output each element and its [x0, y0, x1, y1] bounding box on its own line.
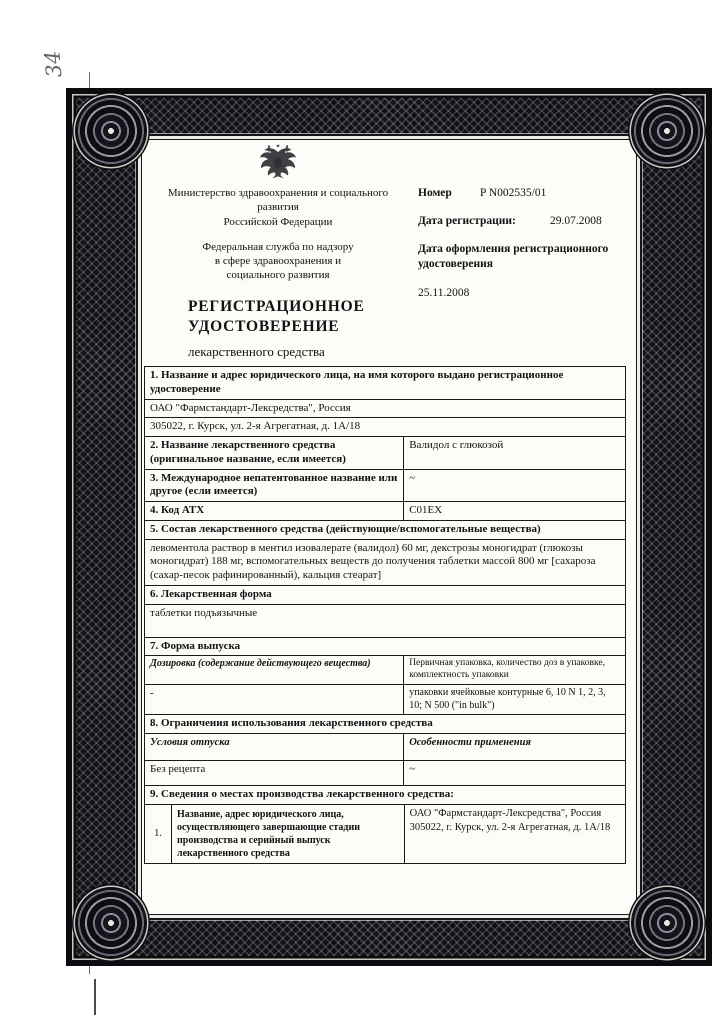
- table-row: [145, 655, 625, 684]
- row8-dispensing-value: Без рецепта: [145, 761, 404, 785]
- certificate-content: [142, 140, 636, 914]
- table-row: [145, 501, 625, 520]
- row9-manufacturer-label-cell: [145, 805, 405, 863]
- row8-usage-label: Особенности применения: [409, 736, 531, 748]
- registration-date-value: 29.07.2008: [550, 214, 602, 227]
- row8-header: 8. Ограничения использования лекарственного средства: [150, 717, 433, 729]
- table-row: [145, 367, 625, 399]
- document-title-line: РЕГИСТРАЦИОННОЕ: [188, 297, 365, 315]
- row4-header: 4. Код АТХ: [145, 502, 404, 520]
- row9-item-label: Название, адрес юридического лица, осуществляющего завершающие стадии производства и серийный выпуск лекарственного средства: [177, 808, 360, 859]
- row1-header: 1. Название и адрес юридического лица, на имя которого выдано регистрационное удостоверение: [150, 369, 564, 395]
- row6-value: таблетки подъязычные: [150, 606, 258, 619]
- row5-header: 5. Состав лекарственного средства (действующие/вспомогательные вещества): [150, 522, 541, 535]
- row5-value: левоментола раствор в ментил изовалерате (валидол) 60 мг, декстрозы моногидрат (глюкозы моногидрат) 188 мг, вспомогательных веществ до получения таблетки массой 800 мг [сахароза (сахар-песок рафинированный), кальция стеарат]: [150, 541, 596, 581]
- decorative-border-frame: [66, 88, 712, 966]
- number-value: P N002535/01: [480, 187, 547, 199]
- row8-dispensing-label: Условия отпуска: [145, 734, 404, 760]
- document-title: [144, 297, 412, 337]
- row3-value: ~: [409, 471, 416, 484]
- issue-date-label-line: Дата оформления регистрационного: [418, 242, 609, 255]
- number-field: [418, 186, 630, 201]
- corner-medallion-icon: [633, 889, 701, 957]
- federal-service-line: социального развития: [226, 269, 330, 282]
- federal-service-line: в сфере здравоохранения и: [214, 255, 342, 268]
- registration-table: [144, 366, 626, 864]
- document-title-line: УДОСТОВЕРЕНИЕ: [188, 317, 340, 335]
- table-row: [145, 804, 625, 863]
- table-row: [145, 585, 625, 604]
- issue-date-label-line: удостоверения: [418, 257, 493, 270]
- table-row: [145, 539, 625, 585]
- ministry-name-line: Российской Федерации: [223, 215, 333, 228]
- handwritten-page-number: 34: [40, 49, 67, 79]
- row7-dosage-label: Дозировка (содержание действующего вещества): [145, 656, 404, 684]
- row7-packaging-label: Первичная упаковка, количество доз в упаковке, комплектность упаковки: [409, 658, 605, 681]
- issue-date-value: 25.11.2008: [418, 286, 470, 299]
- table-row: [145, 436, 625, 469]
- row6-header: 6. Лекарственная форма: [150, 587, 272, 600]
- table-row: [145, 637, 625, 656]
- row9-item-number: 1.: [145, 805, 172, 863]
- table-row: [145, 760, 625, 785]
- table-row: [145, 417, 625, 436]
- row7-packaging-value: упаковки ячейковые контурные 6, 10 N 1, 2, 3, 10; N 500 ("in bulk"): [409, 687, 606, 711]
- table-row: [145, 469, 625, 502]
- row2-header: 2. Название лекарственного средства (оригинальное название, если имеется): [145, 437, 404, 469]
- document-title-subline: лекарственного средства: [188, 344, 325, 360]
- coat-of-arms-icon: [258, 144, 298, 180]
- row3-header: 3. Международное непатентованное название или другое (если имеется): [145, 470, 404, 502]
- table-row: [145, 684, 625, 714]
- corner-medallion-icon: [77, 889, 145, 957]
- row1-value-line: 305022, г. Курск, ул. 2-я Агрегатная, д. 1А/18: [150, 420, 361, 433]
- ministry-name-line: развития: [257, 201, 299, 214]
- row9-manufacturer-value: ОАО "Фармстандарт-Лексредства", Россия 305022, г. Курск, ул. 2-я Агрегатная, д. 1А/18: [409, 807, 611, 833]
- federal-service-line: Федеральная служба по надзору: [202, 240, 354, 253]
- federal-service-block: [144, 240, 412, 283]
- table-row: [145, 604, 625, 637]
- header-right-column: [418, 186, 630, 301]
- corner-medallion-icon: [77, 97, 145, 165]
- header-left-column: [144, 142, 412, 360]
- table-row: [145, 733, 625, 760]
- row8-usage-value: ~: [409, 762, 416, 775]
- corner-medallion-icon: [633, 97, 701, 165]
- table-row: [145, 399, 625, 418]
- row9-header: 9. Сведения о местах производства лекарственного средства:: [150, 787, 454, 800]
- number-label: Номер: [418, 187, 452, 199]
- row1-value-line: ОАО "Фармстандарт-Лексредства", Россия: [150, 401, 351, 414]
- registration-date-label: Дата регистрации:: [418, 214, 516, 227]
- row7-dosage-value: -: [145, 685, 404, 714]
- table-row: [145, 785, 625, 804]
- row4-value: C01EX: [409, 504, 443, 516]
- page-fold-mark-bottom: [94, 979, 96, 1015]
- table-row: [145, 520, 625, 539]
- row7-header: 7. Форма выпуска: [150, 639, 241, 652]
- table-row: [145, 714, 625, 733]
- row2-value: Валидол с глюкозой: [409, 439, 504, 451]
- issue-date-field: [418, 242, 630, 301]
- certificate-body: [141, 139, 637, 915]
- registration-date-field: [418, 214, 630, 229]
- ministry-name-line: Министерство здравоохранения и социального: [167, 187, 389, 199]
